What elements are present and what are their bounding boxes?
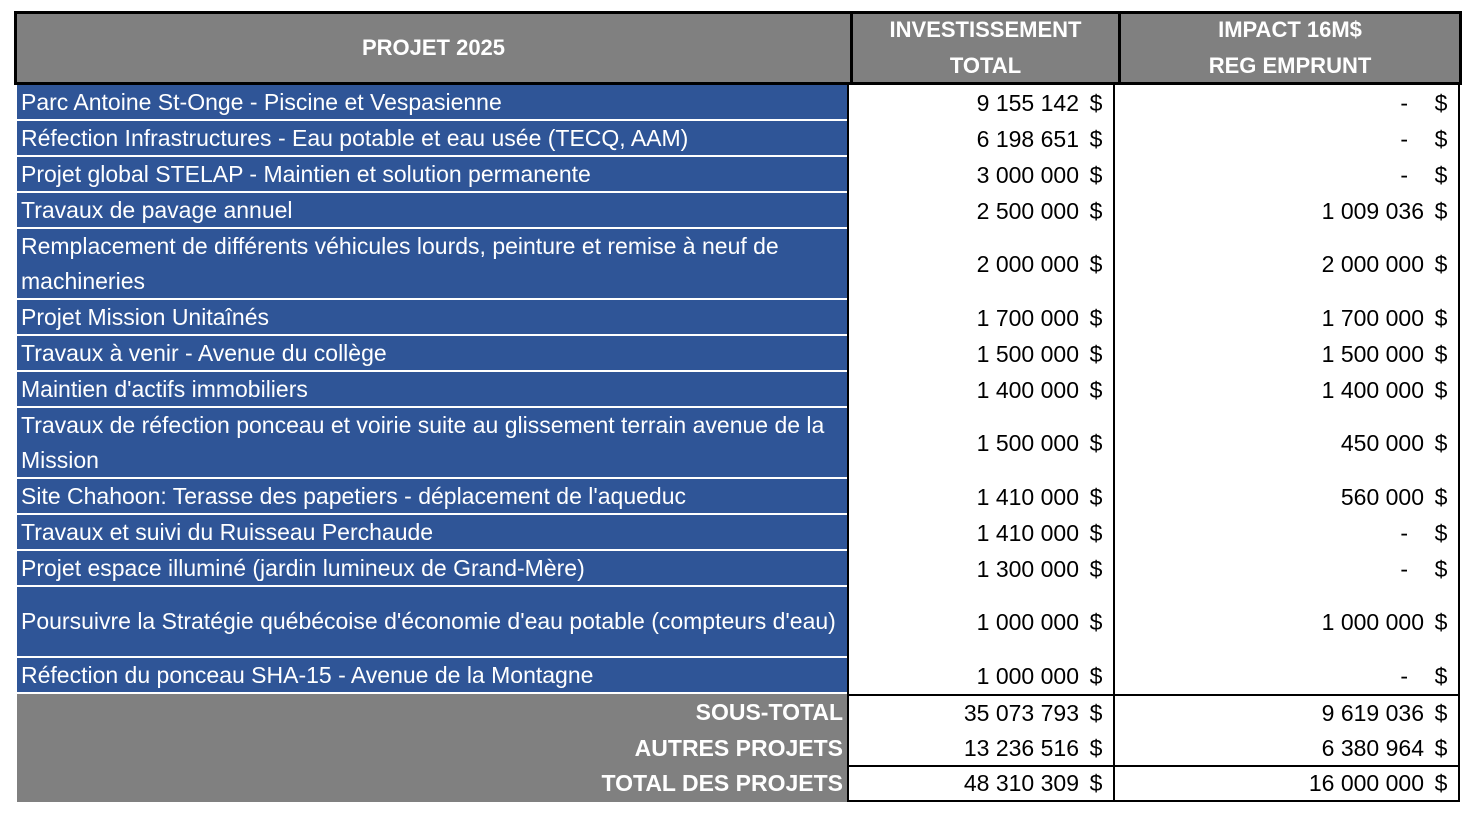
table-row bbox=[17, 193, 1460, 229]
total-investment-cell bbox=[847, 765, 1113, 802]
currency-symbol: $ bbox=[1434, 304, 1448, 331]
investment-cell bbox=[847, 658, 1113, 694]
table-row bbox=[17, 336, 1460, 372]
currency-symbol: $ bbox=[1434, 609, 1448, 635]
currency-symbol: $ bbox=[1089, 197, 1103, 224]
table-footer bbox=[17, 694, 1460, 802]
table-row bbox=[17, 300, 1460, 336]
project-name: Parc Antoine St-Onge - Piscine et Vespasienne bbox=[17, 85, 847, 121]
header-impact-line1: IMPACT 16M$ bbox=[1218, 17, 1362, 42]
header-impact-line2: REG EMPRUNT bbox=[1208, 53, 1372, 78]
currency-symbol: $ bbox=[1434, 251, 1448, 277]
header-investment bbox=[850, 14, 1118, 82]
investment-cell bbox=[847, 300, 1113, 336]
investment-cell bbox=[847, 551, 1113, 587]
currency-symbol: $ bbox=[1434, 197, 1448, 224]
impact-value: - bbox=[1400, 89, 1408, 116]
total-row bbox=[17, 694, 1460, 731]
table-row bbox=[17, 372, 1460, 408]
currency-symbol: $ bbox=[1089, 376, 1103, 403]
project-name: Projet global STELAP - Maintien et solution permanente bbox=[17, 157, 847, 193]
impact-value: 1 009 036 bbox=[1321, 197, 1424, 224]
total-investment-value: 13 236 516 bbox=[963, 734, 1079, 761]
impact-value: 2 000 000 bbox=[1321, 251, 1424, 277]
table-row bbox=[17, 515, 1460, 551]
total-investment-value: 48 310 309 bbox=[963, 770, 1079, 796]
currency-symbol: $ bbox=[1434, 734, 1448, 761]
investment-cell bbox=[847, 372, 1113, 408]
impact-value: 1 700 000 bbox=[1321, 304, 1424, 331]
impact-value: 1 400 000 bbox=[1321, 376, 1424, 403]
currency-symbol: $ bbox=[1089, 430, 1103, 456]
project-name: Travaux à venir - Avenue du collège bbox=[17, 336, 847, 372]
investment-value: 1 400 000 bbox=[976, 376, 1079, 403]
currency-symbol: $ bbox=[1434, 376, 1448, 403]
investment-cell bbox=[847, 587, 1113, 658]
impact-cell bbox=[1113, 85, 1460, 121]
impact-cell bbox=[1113, 193, 1460, 229]
currency-symbol: $ bbox=[1434, 125, 1448, 152]
total-label: SOUS-TOTAL bbox=[17, 694, 847, 731]
currency-symbol: $ bbox=[1434, 662, 1448, 689]
header-investment-line2: TOTAL bbox=[949, 53, 1022, 78]
impact-cell bbox=[1113, 479, 1460, 515]
impact-cell bbox=[1113, 229, 1460, 300]
currency-symbol: $ bbox=[1434, 483, 1448, 510]
table-row bbox=[17, 587, 1460, 658]
investment-cell bbox=[847, 193, 1113, 229]
table-row bbox=[17, 479, 1460, 515]
total-investment-cell bbox=[847, 694, 1113, 731]
total-row bbox=[17, 731, 1460, 765]
total-investment-cell bbox=[847, 731, 1113, 765]
investment-value: 1 410 000 bbox=[976, 519, 1079, 546]
project-name: Maintien d'actifs immobiliers bbox=[17, 372, 847, 408]
investment-cell bbox=[847, 229, 1113, 300]
investment-value: 1 500 000 bbox=[976, 430, 1079, 456]
impact-cell bbox=[1113, 372, 1460, 408]
table-row bbox=[17, 157, 1460, 193]
currency-symbol: $ bbox=[1089, 304, 1103, 331]
total-impact-cell bbox=[1113, 765, 1460, 802]
currency-symbol: $ bbox=[1089, 609, 1103, 635]
impact-cell bbox=[1113, 336, 1460, 372]
currency-symbol: $ bbox=[1434, 89, 1448, 116]
total-impact-value: 9 619 036 bbox=[1321, 700, 1424, 726]
impact-cell bbox=[1113, 300, 1460, 336]
investment-value: 1 500 000 bbox=[976, 340, 1079, 367]
table-body bbox=[17, 85, 1460, 694]
project-table bbox=[14, 11, 1462, 802]
impact-cell bbox=[1113, 121, 1460, 157]
project-name: Projet Mission Unitaînés bbox=[17, 300, 847, 336]
impact-cell bbox=[1113, 157, 1460, 193]
table-row bbox=[17, 229, 1460, 300]
project-name: Travaux et suivi du Ruisseau Perchaude bbox=[17, 515, 847, 551]
currency-symbol: $ bbox=[1089, 662, 1103, 689]
investment-value: 1 300 000 bbox=[976, 555, 1079, 582]
currency-symbol: $ bbox=[1434, 770, 1448, 796]
table-row bbox=[17, 551, 1460, 587]
currency-symbol: $ bbox=[1434, 340, 1448, 367]
currency-symbol: $ bbox=[1434, 430, 1448, 456]
table-row bbox=[17, 408, 1460, 479]
impact-value: - bbox=[1400, 125, 1408, 152]
investment-value: 2 500 000 bbox=[976, 197, 1079, 224]
table-row bbox=[17, 658, 1460, 694]
investment-cell bbox=[847, 157, 1113, 193]
currency-symbol: $ bbox=[1434, 555, 1448, 582]
currency-symbol: $ bbox=[1089, 89, 1103, 116]
impact-cell bbox=[1113, 658, 1460, 694]
investment-cell bbox=[847, 515, 1113, 551]
header-project: PROJET 2025 bbox=[361, 35, 506, 60]
impact-cell bbox=[1113, 587, 1460, 658]
impact-value: - bbox=[1400, 555, 1408, 582]
impact-value: 450 000 bbox=[1340, 430, 1424, 456]
currency-symbol: $ bbox=[1089, 161, 1103, 188]
currency-symbol: $ bbox=[1089, 483, 1103, 510]
impact-value: - bbox=[1400, 519, 1408, 546]
currency-symbol: $ bbox=[1434, 161, 1448, 188]
project-name: Site Chahoon: Terasse des papetiers - déplacement de l'aqueduc bbox=[17, 479, 847, 515]
header-impact bbox=[1118, 14, 1459, 82]
impact-value: - bbox=[1400, 161, 1408, 188]
investment-value: 1 410 000 bbox=[976, 483, 1079, 510]
currency-symbol: $ bbox=[1089, 555, 1103, 582]
project-name: Réfection Infrastructures - Eau potable et eau usée (TECQ, AAM) bbox=[17, 121, 847, 157]
currency-symbol: $ bbox=[1089, 519, 1103, 546]
total-impact-cell bbox=[1113, 694, 1460, 731]
project-name: Travaux de réfection ponceau et voirie suite au glissement terrain avenue de la Mission bbox=[17, 408, 847, 479]
project-name: Remplacement de différents véhicules lourds, peinture et remise à neuf de machineries bbox=[17, 229, 847, 300]
investment-cell bbox=[847, 121, 1113, 157]
investment-cell bbox=[847, 85, 1113, 121]
currency-symbol: $ bbox=[1089, 734, 1103, 761]
total-impact-cell bbox=[1113, 731, 1460, 765]
investment-value: 3 000 000 bbox=[976, 161, 1079, 188]
currency-symbol: $ bbox=[1434, 519, 1448, 546]
impact-value: 1 000 000 bbox=[1321, 609, 1424, 635]
investment-value: 9 155 142 bbox=[976, 89, 1079, 116]
currency-symbol: $ bbox=[1089, 251, 1103, 277]
investment-value: 6 198 651 bbox=[976, 125, 1079, 152]
project-name: Réfection du ponceau SHA-15 - Avenue de la Montagne bbox=[17, 658, 847, 694]
investment-cell bbox=[847, 408, 1113, 479]
total-impact-value: 16 000 000 bbox=[1308, 770, 1424, 796]
header-investment-line1: INVESTISSEMENT bbox=[889, 17, 1082, 42]
currency-symbol: $ bbox=[1089, 770, 1103, 796]
impact-cell bbox=[1113, 515, 1460, 551]
investment-value: 1 700 000 bbox=[976, 304, 1079, 331]
investment-cell bbox=[847, 479, 1113, 515]
investment-value: 1 000 000 bbox=[976, 662, 1079, 689]
total-investment-value: 35 073 793 bbox=[963, 700, 1079, 726]
project-name: Travaux de pavage annuel bbox=[17, 193, 847, 229]
table-header bbox=[14, 11, 1462, 85]
project-name: Projet espace illuminé (jardin lumineux de Grand-Mère) bbox=[17, 551, 847, 587]
investment-cell bbox=[847, 336, 1113, 372]
total-row bbox=[17, 765, 1460, 802]
investment-value: 1 000 000 bbox=[976, 609, 1079, 635]
currency-symbol: $ bbox=[1434, 700, 1448, 726]
impact-value: - bbox=[1400, 662, 1408, 689]
currency-symbol: $ bbox=[1089, 125, 1103, 152]
impact-cell bbox=[1113, 551, 1460, 587]
impact-value: 560 000 bbox=[1340, 483, 1424, 510]
impact-cell bbox=[1113, 408, 1460, 479]
total-label: AUTRES PROJETS bbox=[17, 731, 847, 765]
table-row bbox=[17, 121, 1460, 157]
currency-symbol: $ bbox=[1089, 700, 1103, 726]
total-impact-value: 6 380 964 bbox=[1321, 734, 1424, 761]
table-row bbox=[17, 85, 1460, 121]
project-name: Poursuivre la Stratégie québécoise d'économie d'eau potable (compteurs d'eau) bbox=[17, 587, 847, 658]
total-label: TOTAL DES PROJETS bbox=[17, 765, 847, 802]
investment-value: 2 000 000 bbox=[976, 251, 1079, 277]
currency-symbol: $ bbox=[1089, 340, 1103, 367]
impact-value: 1 500 000 bbox=[1321, 340, 1424, 367]
